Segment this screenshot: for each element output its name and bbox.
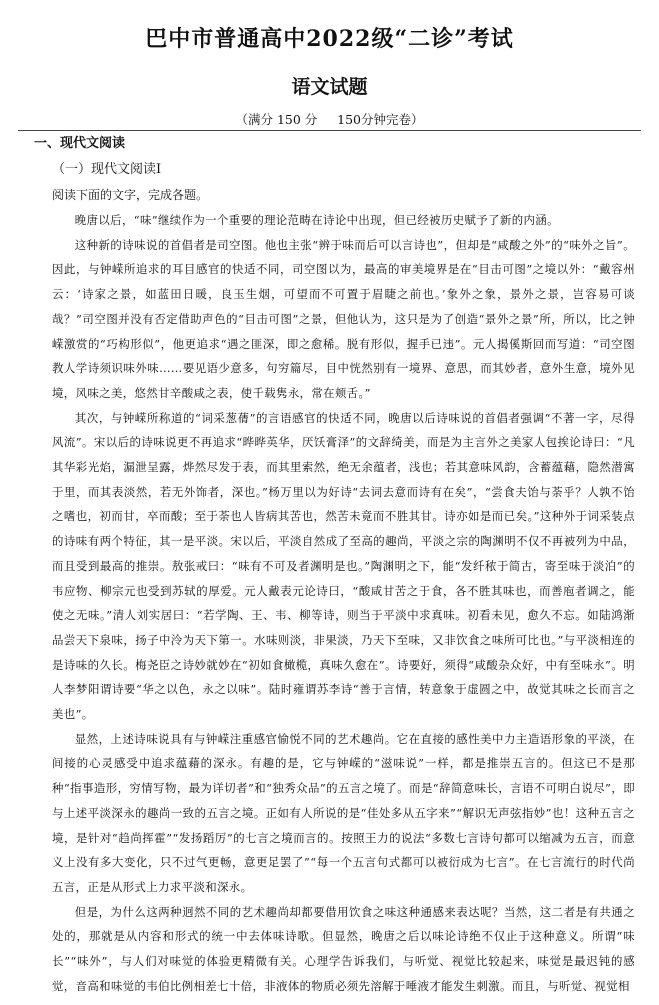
header-divider: [18, 130, 641, 131]
exam-title: 巴中市普通高中2022级“二诊”考试: [145, 26, 514, 52]
section-heading: 一、现代文阅读: [34, 136, 126, 151]
exam-info: （满分 150 分 150分钟完卷）: [235, 112, 424, 127]
passage-paragraph: 晚唐以后，“味”继续作为一个重要的理论范畴在诗论中出现，但已经被历史赋予了新的内涵。: [74, 213, 559, 227]
passage-paragraph: 这种新的诗味说的首倡者是司空图。他也主张“辨于味而后可以言诗也”，但却是“咸酸之外”的“味外之旨”。因此，与钟嵘所追求的耳目感官的快适不同，司空图以为，最高的审美境界是在“目击可图”之境以外：“戴容州云：‘诗家之景，如蓝田日暖，良玉生烟，可望而不可置于眉睫之前也。’象外之象，景外之景，岂容易可谈哉？”司空图并没有否定借助声色的“目击可图”之景，但他认为，这只是为了创造“景外之景”所，所以，比之钟嵘激赏的“巧构形似”，他更追求“遇之匪深，即之愈稀。脱有形似，握手已违”。元人揭傒斯回而写道：“司空图教人学诗须识味外味……要见语少意多，句穷篇尽，目中恍然别有一境界、意思，而其妙者，意外生意，境外见境，风味之美，悠然甘辛酸咸之表，使千载隽永，常在颊舌。”: [52, 237, 635, 400]
reading-instruction: 阅读下面的文字，完成各题。: [52, 188, 209, 202]
subsection-heading: （一）现代文阅读Ⅰ: [52, 162, 162, 177]
subject-title: 语文试题: [291, 76, 368, 98]
passage-paragraph: 其次，与钟嵘所称道的“词采葱蒨”的言语感官的快适不同，晚唐以后诗味说的首倡者强调“不著一字，尽得风流”。宋以后的诗味说更不再追求“晔晔英华，厌饫膏泽”的文辞绮美，而是为主言外之美家人包挨论诗曰：“凡其华彩光焰，漏泄呈露，烨然尽发于表，而其里索然，绝无余蕴者，浅也；若其意味风韵，含蓄蕴藉，隐然潜寓于里，而其表淡然，若无外饰者，深也。”杨万里以为好诗“去词去意而诗有在矣”，“尝食夫饴与荼乎？人孰不饴之嗜也，初而甘，卒而酸；至于荼也人皆病其苦也，然苦未竟而不胜其甘。诗亦如是而已矣。”这种外于词采装点的诗味有两个特征，其一是平淡。宋以后，平淡自然成了至高的趣尚，平淡之宗的陶渊明不仅不再被列为中品，而且受到最高的推崇。敖张戒曰：“味有不可及者渊明是也。”陶渊明之下，能“发纤秾于简古，寄至味于淡泊”的韦应物、柳宗元也受到苏轼的厚爱。元人戴表元论诗曰，“酸咸甘苦之于食，各不胜其味也，而善庖者调之，能使之无味。”清人刘实居曰：“若学陶、王、韦、柳等诗，则当于平淡中求真味。初看未见，愈久不忘。如陆鸿渐品尝天下泉味，扬子中泠为天下第一。水味则淡，非果淡，乃天下至味，又非饮食之味所可比也。”与平淡相连的是诗味的久长。梅尧臣之诗妙就妙在“初如食橄榄，真味久愈在”。诗要好，须得“咸酸杂众好，中有至味永”。明人李梦阳谓诗要“华之以色，永之以味”。陆时雍谓苏李诗“善于言情，转意象于虚圆之中，故觉其味之长而言之美也”。: [52, 410, 635, 722]
passage-body: [52, 208, 635, 999]
passage-paragraph: 但是，为什么这两种迥然不同的艺术趣尚却都要借用饮食之味这种通感来表达呢？当然，这二者是有共通之处的，那就是从内容和形式的统一中去体味诗歌。但显然，晚唐之后以味论诗绝不仅止于这种意义。所谓“味长”“味外”，与人们对味觉的体验更精微有关。心理学告诉我们，与听觉、视觉比较起来，味觉是最迟钝的感觉，音高和味觉的韦伯比例相差七十倍，非液体的物质必须先溶解于唾液才能发生刺激。而且，与听觉、视觉相: [52, 904, 635, 993]
passage-paragraph: 显然，上述诗味说具有与钟嵘注重感官愉悦不同的艺术趣尚。它在直接的感性美中力主造语形象的平淡，在间接的心灵感受中追求蕴藉的深永。有趣的是，它与钟嵘的“滋味说”一样，都是推崇五言的。但这已不是那种“指事造形，穷情写物，最为详切者”和“独秀众品”的五言之境了。而是“辞简意味长，言语不可明白说尽”，即与上述平淡深永的趣尚一致的五言之境。正如有人所说的是“佳处多从五字来”“解识无声弦指妙”也！这种五言之境，是针对“趋尚挥霍”“发扬蹈厉”的七言之境而言的。按照王力的说法“多数七言诗句都可以缩减为五言，而意义上没有多大变化，只不过气更畅，意更足罢了”“每一个五言句式都可以被衍成为七言”。在七言流行的时代尚五言，正是从形式上力求平淡和深永。: [52, 731, 635, 894]
